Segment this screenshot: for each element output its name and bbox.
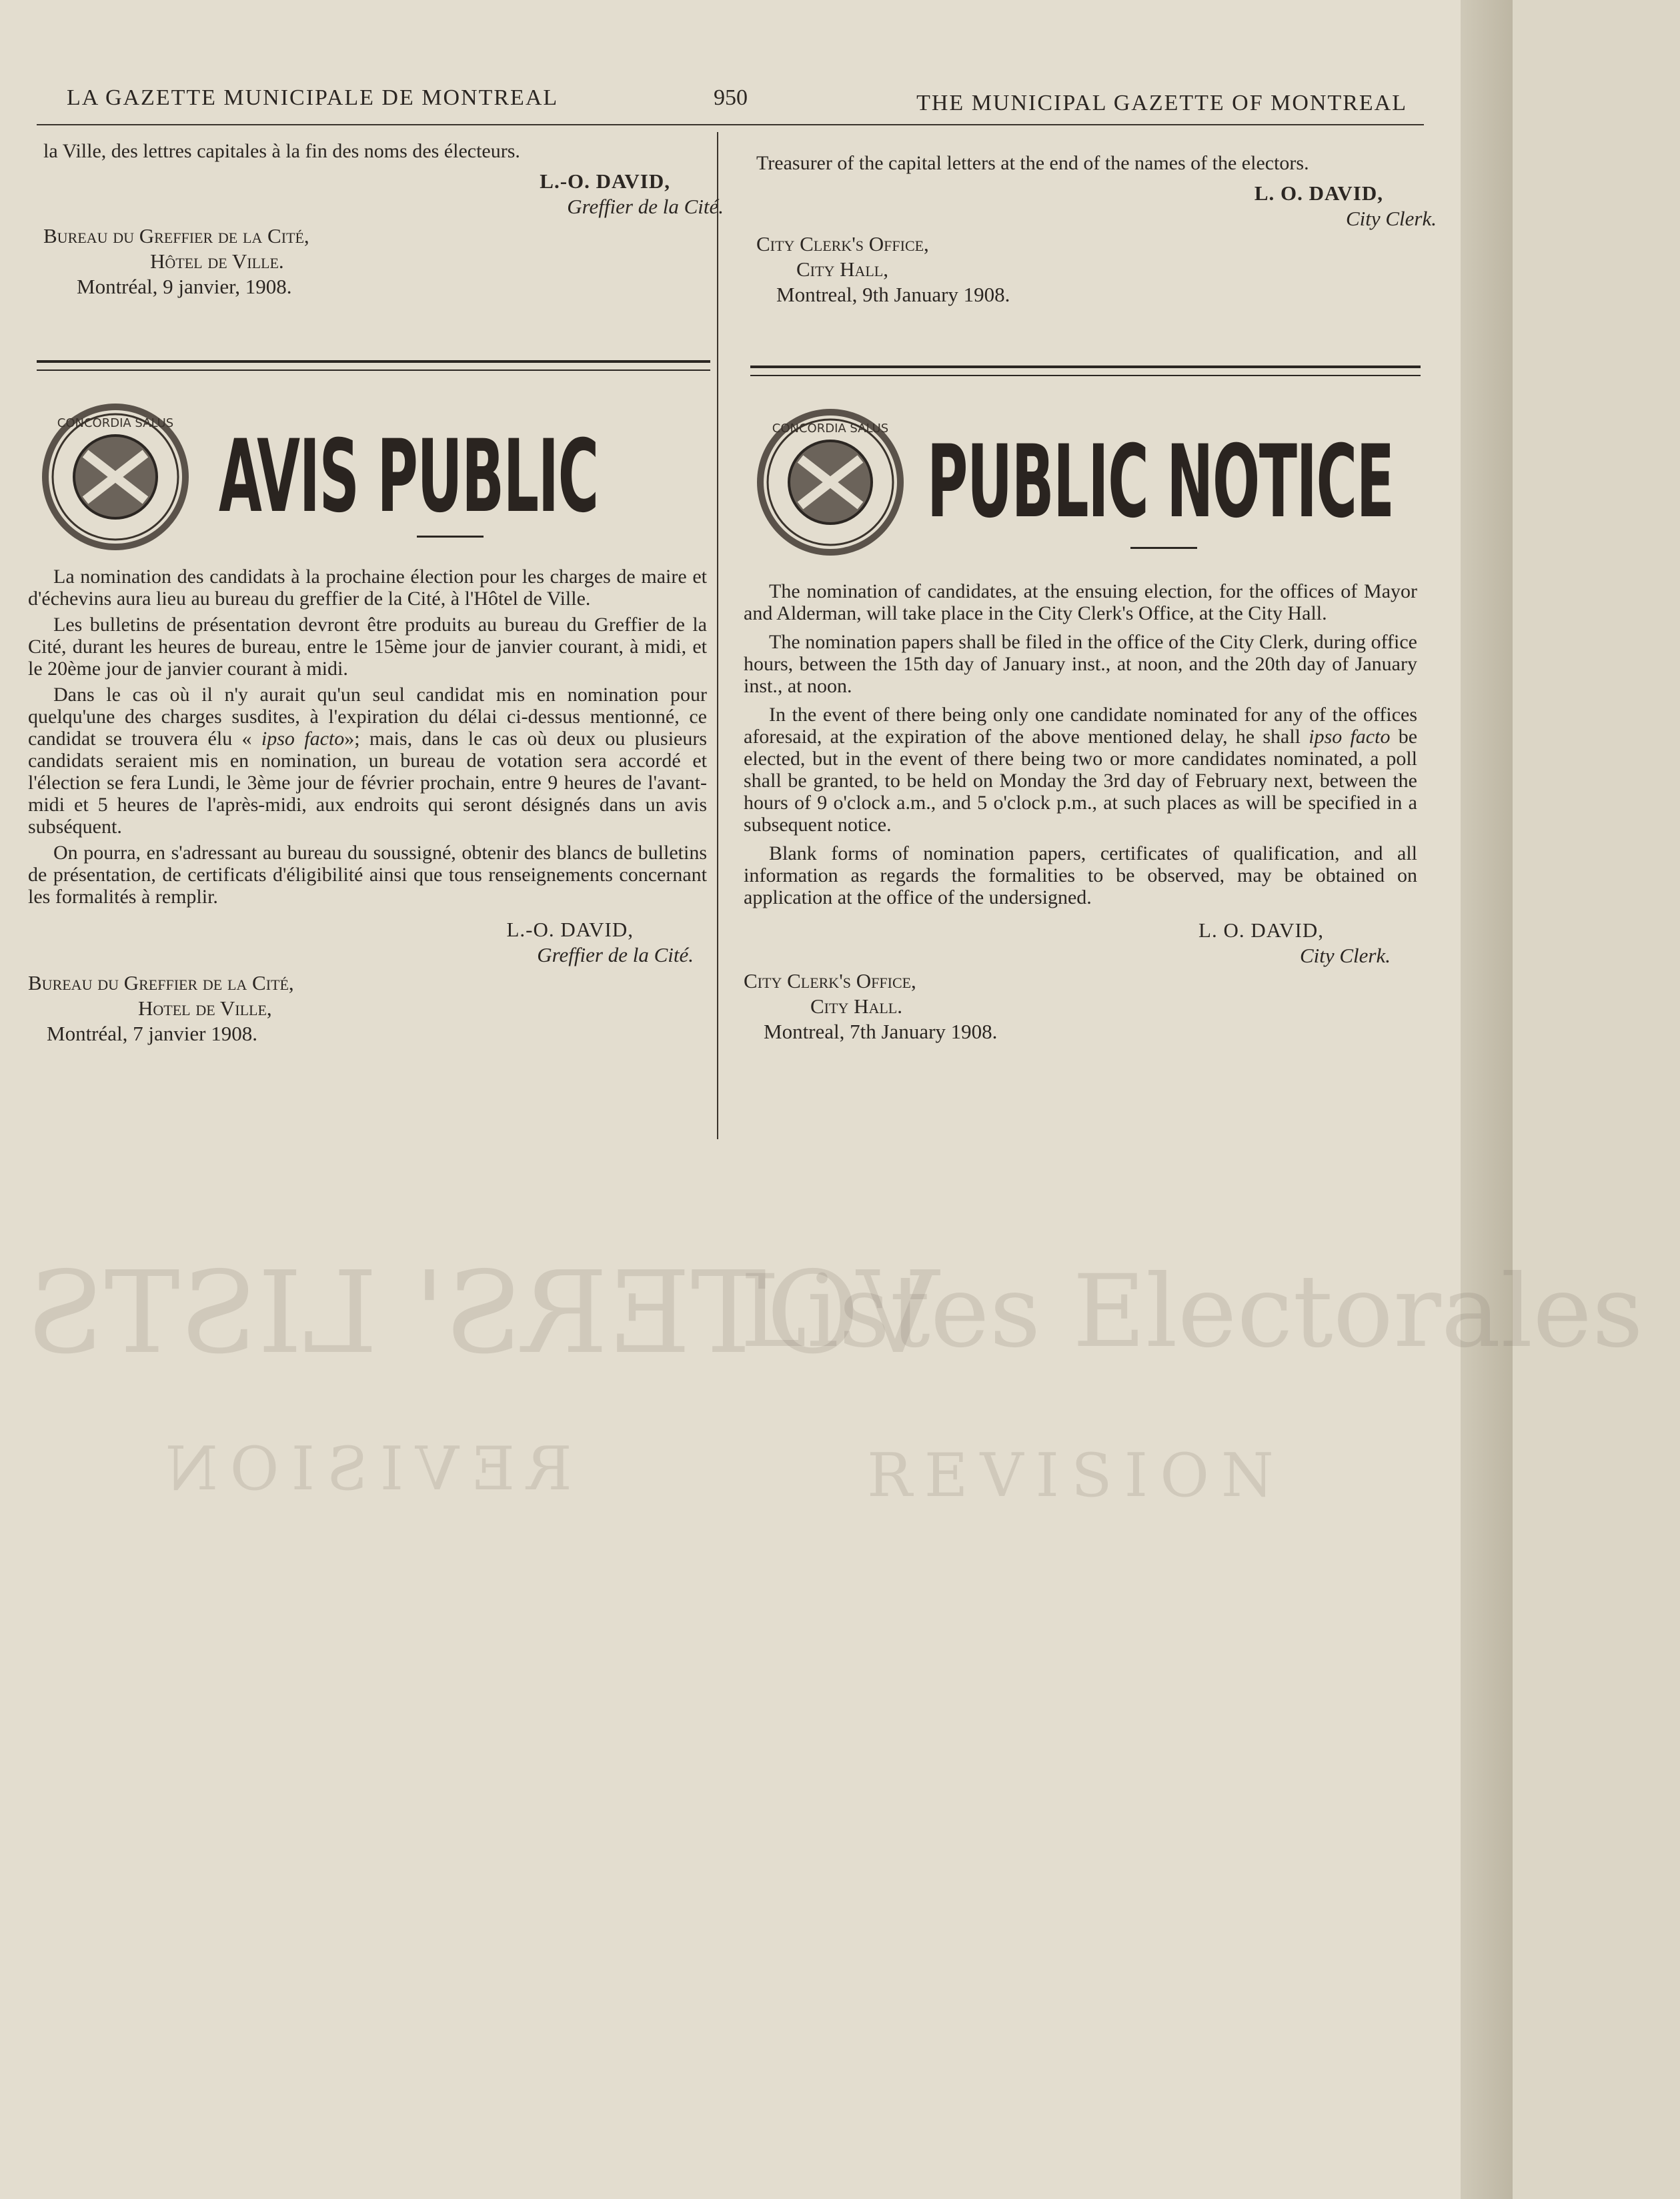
paragraph-text: In the event of there being only one candidate nominated for any of the offices aforesaid, at the expiration of the above mentioned delay, he shall	[744, 704, 1417, 748]
heading-rule	[1130, 547, 1197, 549]
notice-paragraph: Blank forms of nomination papers, certificates of qualification, and all information as regards the formalities to be observed, may be obtained on application at the office of the undersigned.	[744, 842, 1417, 908]
latin-term: ipso facto	[261, 728, 345, 750]
english-notice-signature	[744, 918, 1417, 968]
header-french-title: LA GAZETTE MUNICIPALE DE MONTREAL	[67, 85, 559, 110]
english-top-section	[734, 152, 1437, 307]
signature-title: Greffier de la Cité.	[567, 195, 724, 218]
notice-paragraph: La nomination des candidats à la prochaine élection pour les charges de maire et d'échevins aura lieu au bureau du greffier de la Cité, à l'Hôtel de Ville.	[28, 566, 707, 610]
date-line: Montréal, 9 janvier, 1908.	[77, 275, 292, 298]
notice-paragraph: The nomination of candidates, at the ensuing election, for the offices of Mayor and Alderman, will take place in the City Clerk's Office, at the City Hall.	[744, 580, 1417, 624]
french-notice-heading: AVIS PUBLIC	[219, 419, 598, 535]
section-rule	[750, 365, 1421, 376]
notice-paragraph	[744, 704, 1417, 836]
signature-name: L.-O. DAVID,	[506, 918, 634, 941]
french-top-signature	[43, 169, 724, 219]
english-notice-heading: PUBLIC NOTICE	[927, 424, 1394, 540]
notice-paragraph: Les bulletins de présentation devront être produits au bureau du Greffier de la Cité, durant les heures de bureau, entre le 15ème jour de janvier courant, à midi, et le 20ème jour de janvier courant à midi.	[28, 614, 707, 680]
city-seal-icon	[754, 406, 907, 559]
heading-rule	[417, 536, 484, 538]
date-line: Montreal, 7th January 1908.	[764, 1020, 998, 1043]
signature-title: Greffier de la Cité.	[537, 943, 694, 966]
french-notice-signature	[28, 917, 707, 968]
bleed-through-text: REVISION	[867, 1441, 1286, 1511]
notice-paragraph: The nomination papers shall be filed in the office of the City Clerk, during office hours, between the 15th day of January inst., at noon, and the 20th day of January inst., at noon.	[744, 631, 1417, 697]
french-heading-row	[39, 400, 830, 554]
office-line: Bureau du Greffier de la Cité,	[43, 224, 309, 247]
page-header	[67, 85, 1407, 119]
signature-title: City Clerk.	[1345, 207, 1437, 230]
notice-paragraph: On pourra, en s'adressant au bureau du soussigné, obtenir des blancs de bulletins de présentation, de certificats d'éligibilité ainsi que tous renseignements concernant les formalités à remplir.	[28, 842, 707, 908]
french-notice-body	[28, 566, 707, 1046]
page-number: 950	[714, 85, 748, 110]
paragraph-text: Dans le cas où il n'y aurait qu'un seul candidat mis en nomination pour quelqu'une des charges susdites, à l'expiration du délai ci-dessus mentionné, ce candidat se trouvera élu «	[28, 684, 707, 750]
date-line: Montreal, 9th January 1908.	[776, 283, 1010, 306]
header-english-title: THE MUNICIPAL GAZETTE OF MONTREAL	[916, 91, 1407, 115]
signature-title: City Clerk.	[1299, 944, 1391, 967]
signature-name: L. O. DAVID,	[1198, 918, 1324, 942]
english-heading-row	[754, 406, 1680, 559]
bleed-through-text: VOTERS' LISTS	[27, 1247, 940, 1379]
english-notice-body	[744, 580, 1417, 1044]
seal-motto: CONCORDIA SALUS	[772, 422, 889, 436]
paragraph-text: »; mais, dans le cas où deux ou plusieurs candidats seraient mis en nomination, un bureau de votation sera accordé et l'élection se fera Lundi, le 3ème jour de février prochain, entre 9 heures de l'avant-midi et 5 heures de l'après-midi, aux endroits qui seront désignés dans un avis subséquent.	[28, 728, 708, 838]
city-seal-icon	[39, 400, 192, 554]
bleed-through-text: Listes Electorales	[740, 1254, 1643, 1370]
bleed-through-text: REVISION	[153, 1434, 572, 1504]
office-line: Hotel de Ville,	[138, 996, 272, 1020]
english-top-text: Treasurer of the capital letters at the end of the names of the electors.	[756, 152, 1309, 174]
signature-name: L.-O. DAVID,	[540, 169, 670, 193]
office-line: City Clerk's Office,	[744, 969, 916, 992]
office-line: City Clerk's Office,	[756, 232, 929, 255]
signature-name: L. O. DAVID,	[1254, 181, 1383, 205]
paragraph-text: be elected, but in the event of there being two or more candidates nominated, a poll shall be granted, to be held on Monday the 3rd day of February next, between the hours of 9 o'clock a.m., and 5 o'clock p.m., at such places as will be specified in a subsequent notice.	[744, 726, 1418, 836]
office-line: City Hall,	[796, 257, 888, 281]
date-line: Montréal, 7 janvier 1908.	[47, 1022, 257, 1045]
seal-motto: CONCORDIA SALUS	[57, 416, 174, 430]
office-line: Bureau du Greffier de la Cité,	[28, 971, 294, 994]
office-line: City Hall.	[810, 994, 902, 1018]
french-top-text: la Ville, des lettres capitales à la fin des noms des électeurs.	[43, 140, 520, 162]
office-line: Hôtel de Ville.	[150, 249, 284, 273]
section-rule	[37, 360, 710, 371]
french-top-section	[30, 140, 724, 299]
latin-term: ipso facto	[1309, 726, 1391, 748]
page-edge	[1461, 0, 1513, 2199]
notice-paragraph	[28, 684, 707, 838]
header-rule	[37, 124, 1424, 125]
english-top-signature	[756, 181, 1437, 231]
